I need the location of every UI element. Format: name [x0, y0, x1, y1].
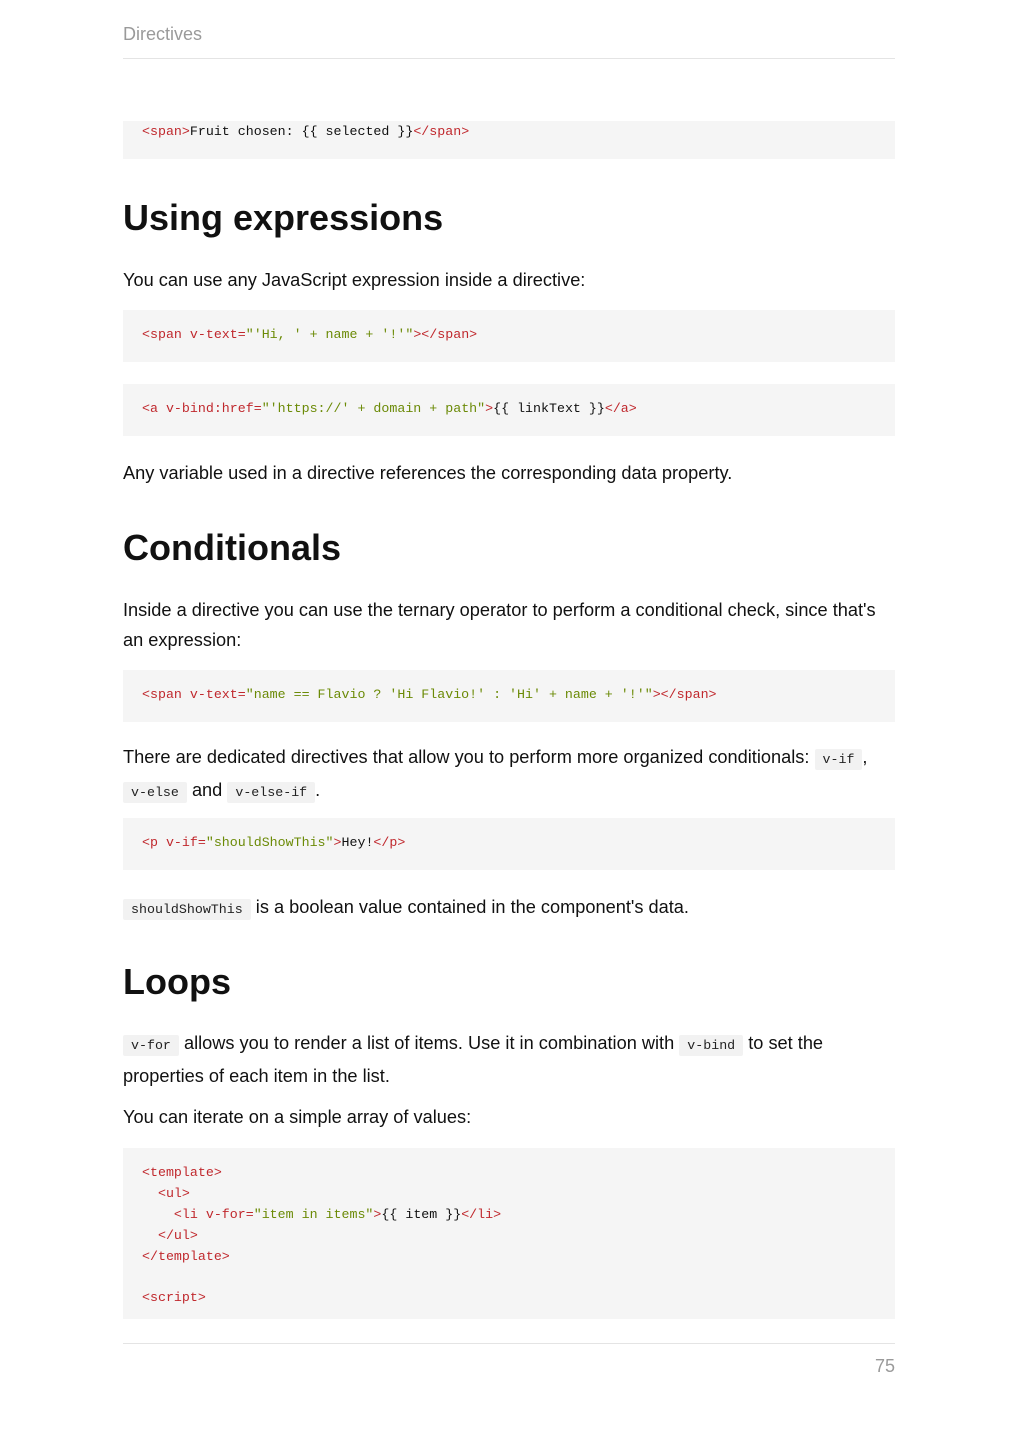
- inline-code-v-for: v-for: [123, 1035, 179, 1056]
- code-line: [142, 1183, 190, 1204]
- running-header: Directives: [123, 24, 203, 44]
- code-block-vif: [123, 818, 895, 870]
- code-line: [142, 1225, 198, 1246]
- code-tag: <span v-text=: [142, 687, 246, 702]
- code-tag: <span v-text=: [142, 327, 246, 342]
- code-line: [142, 1287, 206, 1308]
- code-line: [142, 1162, 222, 1183]
- code-tag: ></span>: [652, 687, 717, 702]
- code-line: [142, 1246, 230, 1267]
- code-text: Hey!: [341, 835, 374, 850]
- code-string: "'Hi, ' + name + '!'": [245, 327, 414, 342]
- paragraph-loops-intro: [123, 1028, 895, 1091]
- code-tag: >: [373, 1207, 382, 1222]
- code-tag: </a>: [604, 401, 637, 416]
- code-tag: </ul>: [142, 1228, 198, 1243]
- code-tag: </span>: [413, 124, 470, 139]
- code-block-template: [123, 1148, 895, 1319]
- paragraph-expressions-note: Any variable used in a directive references the corresponding data property.: [123, 463, 733, 483]
- code-string: "name == Flavio ? 'Hi Flavio!' : 'Hi' + name + '!'": [245, 687, 653, 702]
- code-line: [142, 684, 717, 705]
- paragraph-conditionals-intro: Inside a directive you can use the ternary operator to perform a conditional check, since that's an expression:: [123, 600, 876, 650]
- paragraph-text: ,: [862, 747, 868, 767]
- code-tag: <p v-if=: [142, 835, 206, 850]
- paragraph-expressions-intro: You can use any JavaScript expression inside a directive:: [123, 270, 586, 290]
- paragraph-text: .: [315, 780, 321, 800]
- code-tag: </p>: [373, 835, 406, 850]
- paragraph-text: and: [186, 780, 228, 800]
- code-string: "shouldShowThis": [205, 835, 334, 850]
- code-tag: <ul>: [142, 1186, 190, 1201]
- code-line: [142, 1204, 501, 1225]
- code-block-vbind: [123, 384, 895, 436]
- code-line: [142, 398, 637, 419]
- code-tag: </li>: [461, 1207, 502, 1222]
- paragraph-text: to set the properties of each item in the list.: [123, 1033, 824, 1086]
- code-tag: ></span>: [413, 327, 478, 342]
- code-text: Fruit chosen: {{ selected }}: [189, 124, 414, 139]
- inline-code-v-bind: v-bind: [679, 1035, 743, 1056]
- inline-code-should-show-this: shouldShowThis: [123, 899, 251, 920]
- code-block-ternary: [123, 670, 895, 722]
- code-tag: >: [333, 835, 342, 850]
- code-tag: <a v-bind:href=: [142, 401, 262, 416]
- paragraph-dedicated-directives: [123, 742, 895, 808]
- code-tag: </template>: [142, 1249, 230, 1264]
- code-block-vtext: [123, 310, 895, 362]
- code-line: [142, 324, 477, 345]
- code-line: [142, 121, 469, 142]
- code-line: [142, 832, 405, 853]
- inline-code-v-else: v-else: [123, 782, 187, 803]
- code-text: {{ linkText }}: [493, 401, 605, 416]
- code-string: "'https://' + domain + path": [261, 401, 486, 416]
- code-text: {{ item }}: [381, 1207, 462, 1222]
- code-tag: <template>: [142, 1165, 222, 1180]
- paragraph-text: is a boolean value contained in the component's data.: [250, 897, 689, 917]
- header-divider: [123, 58, 895, 59]
- paragraph-should-show: [123, 892, 895, 925]
- inline-code-v-if: v-if: [815, 749, 863, 770]
- code-tag: >: [485, 401, 494, 416]
- code-tag: <span>: [142, 124, 190, 139]
- code-tag: <li v-for=: [142, 1207, 254, 1222]
- code-string: "item in items": [253, 1207, 374, 1222]
- heading-conditionals: Conditionals: [123, 527, 341, 568]
- heading-loops: Loops: [123, 961, 231, 1002]
- paragraph-iterate: You can iterate on a simple array of values:: [123, 1107, 472, 1127]
- code-block-fruit: [123, 121, 895, 159]
- heading-using-expressions: Using expressions: [123, 197, 444, 238]
- footer-divider: [123, 1343, 895, 1344]
- paragraph-text: allows you to render a list of items. Use it in combination with: [178, 1033, 680, 1053]
- page-number: 75: [874, 1356, 895, 1376]
- code-tag: <script>: [142, 1290, 206, 1305]
- paragraph-text: There are dedicated directives that allow you to perform more organized conditionals:: [123, 747, 815, 767]
- inline-code-v-else-if: v-else-if: [227, 782, 315, 803]
